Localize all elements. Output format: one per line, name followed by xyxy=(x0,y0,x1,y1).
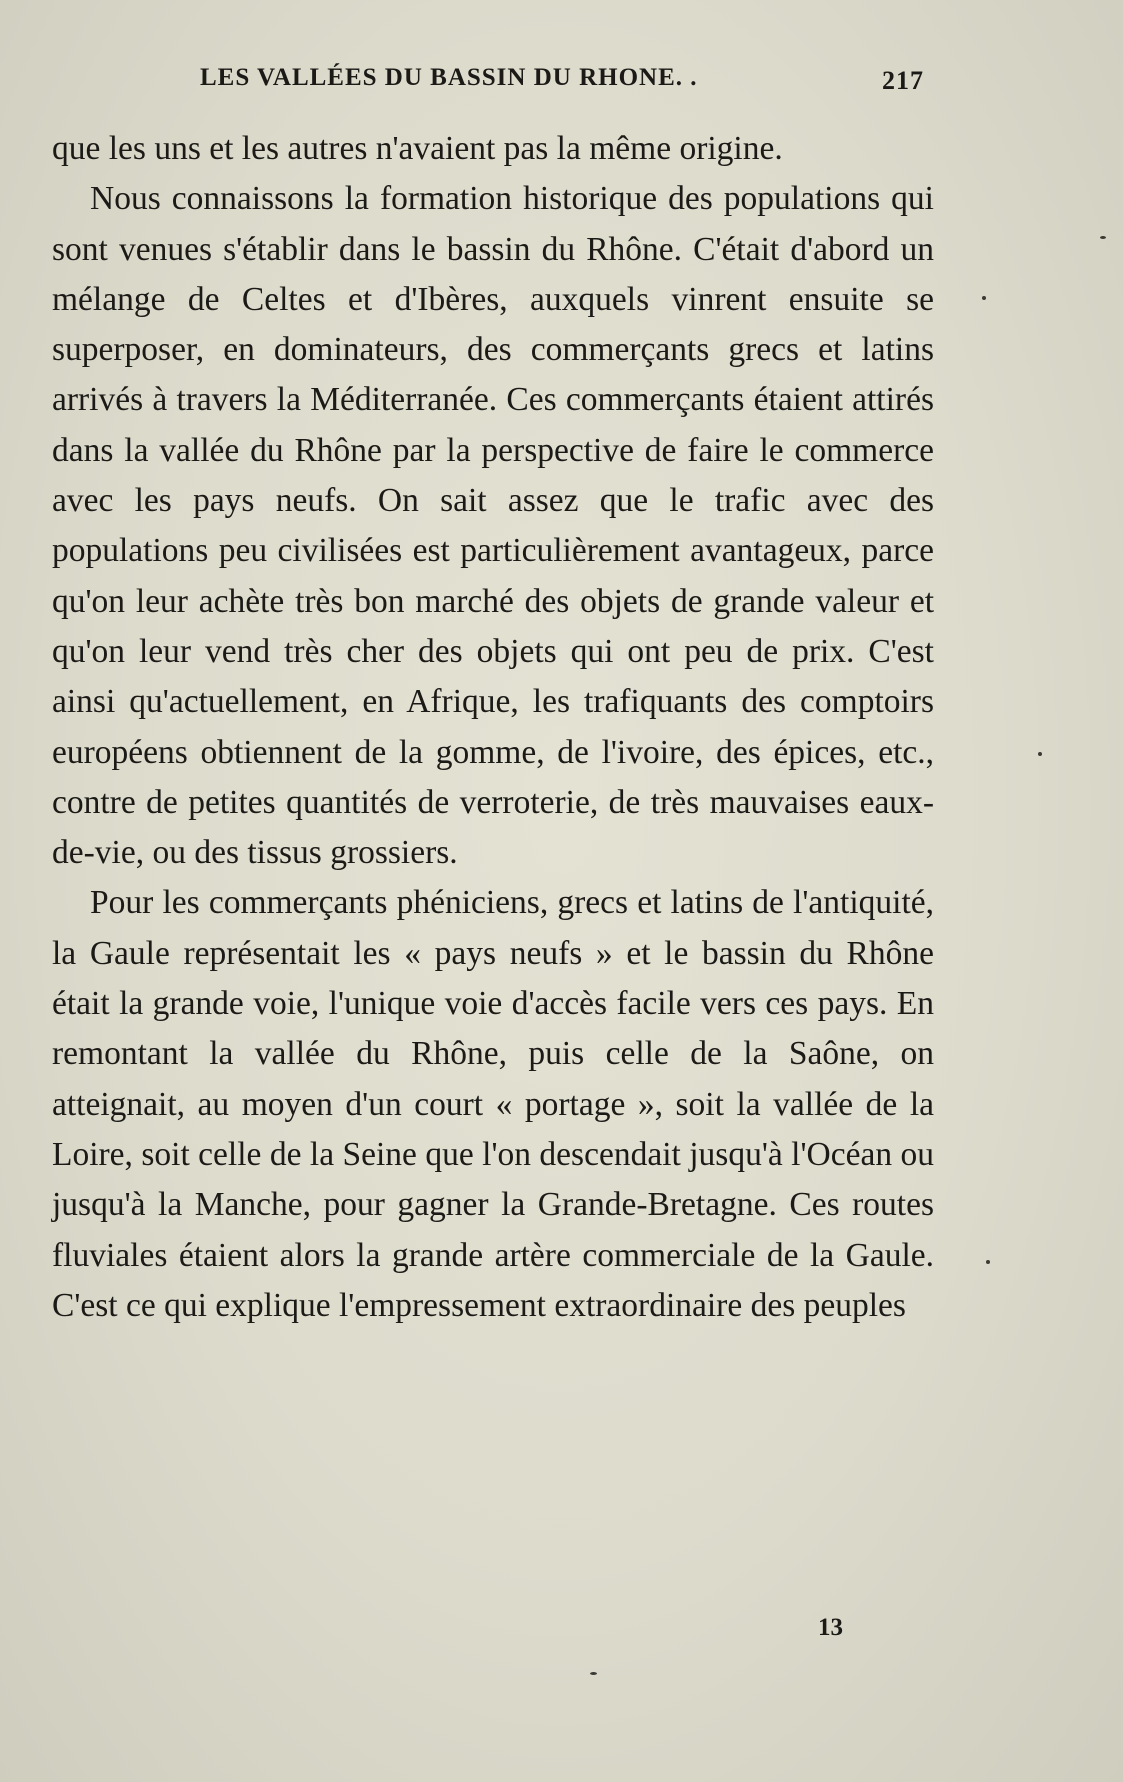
paragraph: Nous connaissons la formation historique des populations qui sont venues s'établir dans le bassin du Rhône. C'était d'abord un mélange de Celtes et d'Ibères, auxquels vinrent ensuite se superposer, en dominateurs, des commerçants grecs et latins arrivés à travers la Méditerranée. Ces commerçants étaient attirés dans la vallée du Rhône par la perspective de faire le commerce avec les pays neufs. On sait assez que le trafic avec des populations peu civilisées est particulièrement avantageux, parce qu'on leur achète très bon marché des objets de grande valeur et qu'on leur vend très cher des objets qui ont peu de prix. C'est ainsi qu'actuellement, en Afrique, les trafiquants des comptoirs européens obtiennent de la gomme, de l'ivoire, des épices, etc., contre de petites quantités de verroterie, de très mauvaises eaux-de-vie, ou des tissus grossiers. xyxy=(52,180,934,872)
paragraph-continuation: que les uns et les autres n'avaient pas la même origine. xyxy=(52,130,783,167)
paragraph: Pour les commerçants phéniciens, grecs et latins de l'antiquité, la Gaule représentait les « pays neufs » et le bassin du Rhône était la grande voie, l'unique voie d'accès facile vers ces pays. En remontant la vallée du Rhône, puis celle de la Saône, on atteignait, au moyen d'un court « portage », soit la vallée de la Loire, soit celle de la Seine que l'on descendait jusqu'à l'Océan ou jusqu'à la Manche, pour gagner la Grande-Bretagne. Ces routes fluviales étaient alors la grande artère commerciale de la Gaule. C'est ce qui explique l'empressement extraordinaire des peuples xyxy=(52,884,934,1324)
paper-speck xyxy=(1038,752,1042,756)
paper-speck xyxy=(986,1260,990,1264)
signature-mark: 13 xyxy=(818,1614,843,1641)
running-header xyxy=(200,58,930,98)
paper-speck xyxy=(1100,236,1106,239)
running-title: LES VALLÉES DU BASSIN DU RHONE. . xyxy=(200,64,698,91)
page-number: 217 xyxy=(882,66,924,95)
paper-speck xyxy=(982,296,986,300)
paper-speck xyxy=(590,1672,597,1675)
body-text xyxy=(52,124,934,1331)
